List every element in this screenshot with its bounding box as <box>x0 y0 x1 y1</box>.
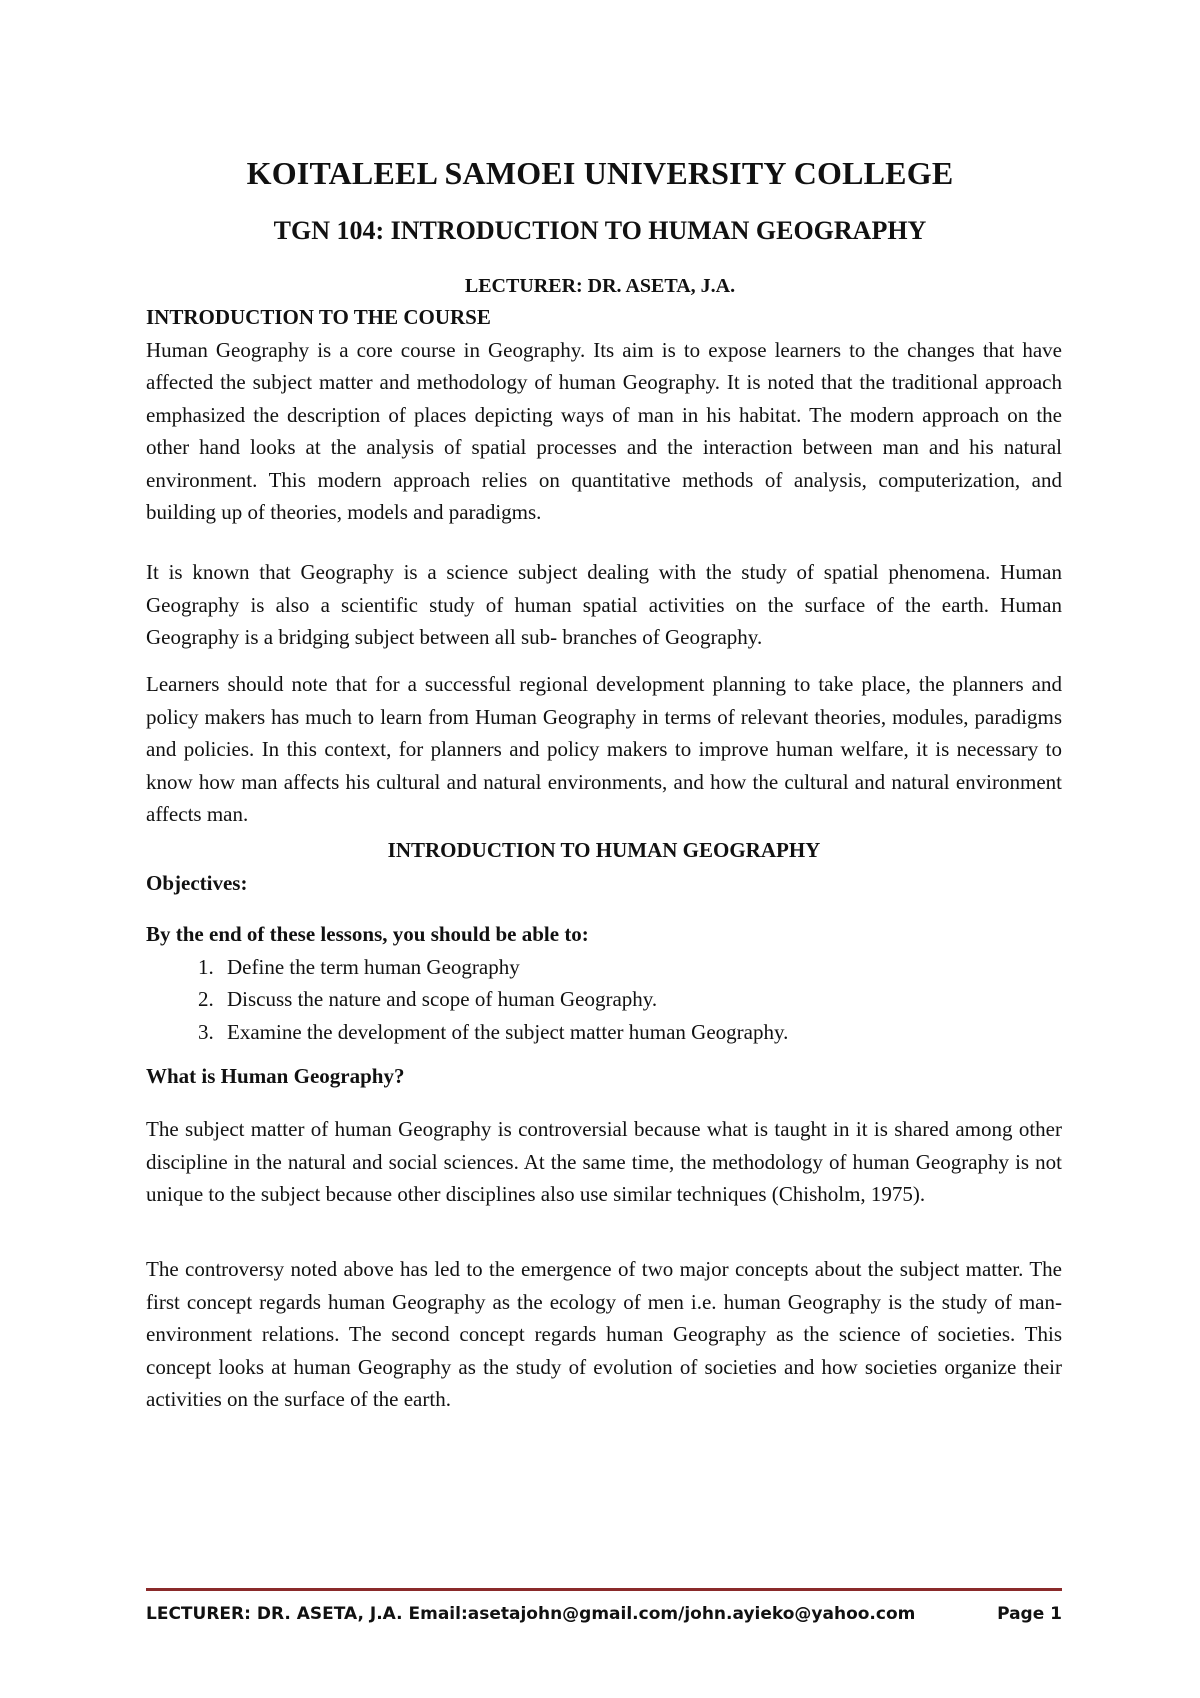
intro-paragraph-2: It is known that Geography is a science subject dealing with the study of spatial phenomena. Human Geography is also a scientific study of human spatial activities on the surface of the earth. Human Geography is a bridging subject between all sub- branches of Geography. <box>146 560 1062 649</box>
intro-heading: INTRODUCTION TO THE COURSE <box>146 305 491 329</box>
what-is-paragraph-1-block <box>146 1113 1062 1211</box>
what-is-paragraph-2-block <box>146 1253 1062 1416</box>
intro-paragraph-3-block <box>146 668 1062 831</box>
intro-paragraph-3: Learners should note that for a successful regional development planning to take place, the planners and policy makers has much to learn from Human Geography in terms of relevant theories, modules, paradigms and policies. In this context, for planners and policy makers to improve human welfare, it is necessary to know how man affects his cultural and natural environments, and how the cultural and natural environment affects man. <box>146 672 1062 826</box>
list-item: 3. Examine the development of the subject matter human Geography. <box>219 1016 1062 1049</box>
list-item: 2. Discuss the nature and scope of human Geography. <box>219 983 1062 1016</box>
what-is-paragraph-2: The controversy noted above has led to the emergence of two major concepts about the subject matter. The first concept regards human Geography as the ecology of men i.e. human Geography is the study of man-environment relations. The second concept regards human Geography as the science of societies. This concept looks at human Geography as the study of evolution of societies and how societies organize their activities on the surface of the earth. <box>146 1257 1062 1411</box>
what-is-paragraph-1: The subject matter of human Geography is controversial because what is taught in it is shared among other discipline in the natural and social sciences. At the same time, the methodology of human Geography is not unique to the subject because other disciplines also use similar techniques (Chisholm, 1975). <box>146 1117 1062 1206</box>
objectives-label: Objectives: <box>146 870 248 895</box>
list-item: 1. Define the term human Geography <box>219 951 1062 984</box>
objectives-lead: By the end of these lessons, you should be able to: <box>146 922 589 946</box>
objectives-section <box>146 834 1062 899</box>
page-number: Page 1 <box>997 1604 1062 1624</box>
intro-paragraph-2-block <box>146 556 1062 654</box>
section-heading: INTRODUCTION TO HUMAN GEOGRAPHY <box>387 838 821 862</box>
objectives-list <box>146 951 1062 1049</box>
what-is-heading: What is Human Geography? <box>146 1064 405 1088</box>
course-title: TGN 104: INTRODUCTION TO HUMAN GEOGRAPHY <box>273 216 927 245</box>
objectives-list-block <box>146 918 1062 1048</box>
footer-contact: LECTURER: DR. ASETA, J.A. Email:asetajohn@gmail.com/john.ayieko@yahoo.com <box>146 1604 916 1624</box>
intro-paragraph-1: Human Geography is a core course in Geography. Its aim is to expose learners to the changes that have affected the subject matter and methodology of human Geography. It is noted that the traditional approach emphasized the description of places depicting ways of man in his habitat. The modern approach on the other hand looks at the analysis of spatial processes and the interaction between man and his natural environment. This modern approach relies on quantitative methods of analysis, computerization, and building up of theories, models and paradigms. <box>146 337 1062 524</box>
institution-title: KOITALEEL SAMOEI UNIVERSITY COLLEGE <box>246 155 954 191</box>
footer-rule <box>146 1588 1062 1591</box>
intro-section <box>146 301 1062 529</box>
page-footer <box>146 1604 1062 1624</box>
lecturer-line: LECTURER: DR. ASETA, J.A. <box>464 275 736 297</box>
what-is-heading-block <box>146 1060 1062 1093</box>
